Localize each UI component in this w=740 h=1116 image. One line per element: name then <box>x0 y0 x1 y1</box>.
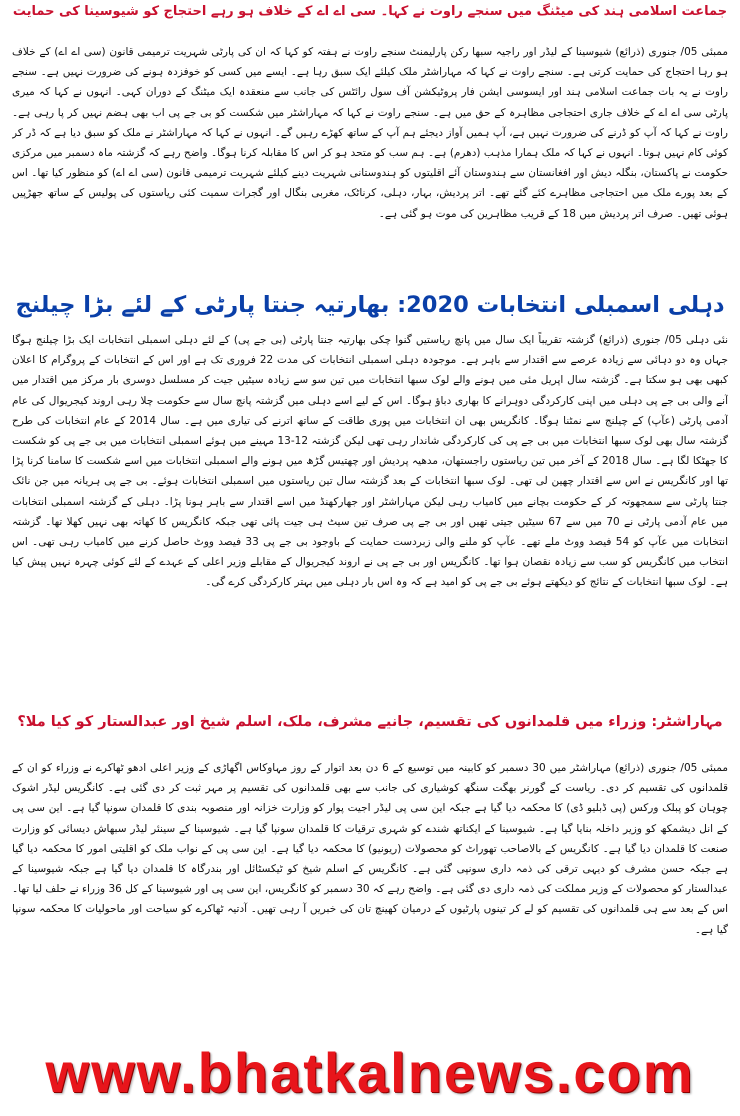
article-delhi-elections-body: نئی دہلی 05/ جنوری (ذرائع) گزشتہ تقریباً ایک سال میں پانچ ریاستیں گنوا چکی بھارتیہ جنتا پارٹی (بی جے پی) کے لئے دہلی اسمبلی انتخابات ایک بڑا چیلنج ہوگا جہاں وہ دو دہائی سے زیادہ عرصے سے اقتدار سے باہر ہے۔ موجودہ دہلی اسمبلی انتخابات کی مدت 22 فروری تک ہے اور اس کے انتخابات کے پروگرام کا اعلان کبھی بھی ہو سکتا ہے۔ گزشتہ سال اپریل مئی میں ہونے والے لوک سبھا انتخابات میں تین سو سے زیادہ سیٹیں جیت کر مسلسل دوسری بار مرکز میں اقتدار میں آنے والی بی جے پی دہلی میں اپنی کارکردگی دوہرانے کا بھاری دباؤ ہوگا۔ اس کے لیے اسے دہلی میں گزشتہ پانچ سال سے حکومت چلا رہی اروند کیجریوال کی عام آدمی پارٹی (عآپ) کے چیلنج سے نمٹنا ہوگا۔ کانگریس بھی ان انتخابات میں پوری طاقت کے ساتھ اترنے کی تیاری میں ہے۔ سال 2014 کے عام انتخابات کی طرح گزشتہ سال بھی لوک سبھا انتخابات میں بی جے پی کی کارکردگی شاندار رہی تھی لیکن گزشتہ 12-13 مہینے میں ہوئے اسمبلی انتخابات میں بی جے پی کو شکست کا جھٹکا لگا ہے۔ سال 2018 کے آخر میں تین ریاستوں راجستھان، مدھیہ پردیش اور چھتیس گڑھ میں ہونے والے اسمبلی انتخابات میں اسے شکست کا سامنا کرنا پڑا تھا اور کانگریس نے اس سے اقتدار چھین لی تھی۔ لوک سبھا انتخابات کے بعد گزشتہ سال تین ریاستوں میں اسمبلی انتخابات ہوئے۔ بی جے پی ہریانہ میں جن نائک جنتا پارٹی سے سمجھوتہ کر کے حکومت بچانے میں کامیاب رہی لیکن مہاراشٹر اور جھارکھنڈ میں اسے اقتدار سے باہر ہونا پڑا۔ دہلی کے گزشتہ اسمبلی انتخابات میں عام آدمی پارٹی نے 70 میں سے 67 سیٹیں جیتی تھیں اور بی جے پی صرف تین سیٹ ہی جیت پائی تھی جبکہ کانگریس کا کھاتہ بھی نہیں کھلا تھا۔ گزشتہ انتخابات میں عآپ کو 54 فیصد ووٹ ملے تھے۔ عآپ کو ملنے والی زبردست حمایت کے باوجود بی جے پی 33 فیصد ووٹ حاصل کرنے میں کامیاب رہی تھی۔ اس انتخاب میں کانگریس کو سب سے زیادہ نقصان ہوا تھا۔ کانگریس اور بی جے پی نے اروند کیجریوال کے مقابلے وزیر اعلی کے عہدے کے لئے کوئی چہرہ نہیں پیش کیا ہے۔ لوک سبھا انتخابات کے نتائج کو دیکھتے ہوئے بی جے پی کو امید ہے کہ وہ اس بار دہلی میں بہتر کارکردگی کرے گی۔ <box>12 334 728 589</box>
headline-delhi-elections: دہلی اسمبلی انتخابات 2020: بھارتیہ جنتا پارٹی کے لئے بڑا چیلنج <box>15 292 725 318</box>
headline-shivsena-caa: جماعت اسلامی ہند کی میٹنگ میں سنجے راوت نے کہا۔ سی اے اے کے خلاف ہو رہے احتجاج کو شیوسینا کی حمایت <box>12 4 728 19</box>
article-maharashtra-portfolios-body: ممبئی 05/ جنوری (ذرائع) مہاراشٹر میں 30 دسمبر کو کابینہ میں توسیع کے 6 دن بعد اتوار کے روز مہاوکاس اگھاڑی کے وزیر اعلی ادھو ٹھاکرے نے وزراء کو ان کے قلمدانوں کی تقسیم کر دی۔ ریاست کے گورنر بھگت سنگھ کوشیاری کی جانب سے بھی قلمدانوں کی تقسیم پر مہر ثبت کر دی گئی ہے۔ کانگریس لیڈر اشوک چوہان کو پبلک ورکس (پی ڈبلیو ڈی) کا محکمہ دیا گیا ہے جبکہ این سی پی لیڈر اجیت پوار کو وزارت خزانہ اور منصوبہ بندی کا قلمدان سونپا گیا ہے۔ این سی پی کے انل دیشمکھ کو وزیر داخلہ بنایا گیا ہے۔ شیوسینا کے ایکناتھ شندے کو شہری ترقیات کا قلمدان سونپا گیا ہے۔ شیوسینا کے سینئر لیڈر سبھاش دیسائی کو وزارت صنعت کا قلمدان دیا گیا ہے۔ کانگریس کے بالاصاحب تھوراٹ کو محصولات (ریونیو) کا محکمہ دیا گیا ہے۔ این سی پی کے نواب ملک کو اقلیتی امور کا محکمہ دیا گیا ہے جبکہ حسن مشرف کو دیہی ترقی کی ذمہ داری سونپی گئی ہے۔ کانگریس کے اسلم شیخ کو ٹیکسٹائل اور بندرگاہ کا قلمدان دیا گیا ہے جبکہ شیوسینا کے عبدالستار کو محصولات کے وزیر مملکت کی ذمہ داری دی گئی ہے۔ واضح رہے کہ 30 دسمبر کو کانگریس، این سی پی اور شیوسینا کے کل 36 وزراء نے حلف لیا تھا۔ اس کے بعد سے ہی قلمدانوں کی تقسیم کو لے کر تینوں پارٹیوں کے درمیان کھینچ تان کی خبریں آ رہی تھیں۔ آدتیہ ٹھاکرے کو سیاحت اور ماحولیات کا محکمہ سونپا گیا ہے۔ <box>12 762 728 936</box>
headline-maharashtra-portfolios: مہاراشٹر: وزراء میں قلمدانوں کی تقسیم، جانیے مشرف، ملک، اسلم شیخ اور عبدالستار کو کیا ملا؟ <box>17 714 723 730</box>
site-watermark[interactable]: www.bhatkalnews.com <box>45 1041 695 1104</box>
article-shivsena-caa-body: ممبئی 05/ جنوری (ذرائع) شیوسینا کے لیڈر اور راجیہ سبھا رکن پارلیمنٹ سنجے راوت نے ہفتہ کو کہا کہ ان کی پارٹی شہریت ترمیمی قانون (سی اے اے) کے خلاف ہو رہا احتجاج کی حمایت کرتی ہے۔ سنجے راوت نے کہا کہ مہاراشٹر ملک کیلئے ایک سبق رہا ہے۔ ایسے میں کسی کو خوفزدہ ہونے کی ضرورت نہیں ہے۔ سنجے راوت نے یہ بات جماعت اسلامی ہند اور ایسوسی ایشن فار پروٹیکشن آف سول رائٹس کی جانب سے منعقدہ ایک میٹنگ کے دوران کہی۔ انہوں نے کہا کہ میری پارٹی سی اے اے کے خلاف جاری احتجاجی مظاہرہ کے حق میں ہے۔ سنجے راوت نے کہا کہ مہاراشٹر میں شکست کو بی جے پی اب بھی ہضم نہیں کر پا رہی ہے۔ راوت نے کہا کہ آپ کو ڈرنے کی ضرورت نہیں ہے، آپ ہمیں آواز دیجئے ہم آپ کے ساتھ کھڑے رہیں گے۔ انہوں نے کہا کہ مہاراشٹر نے ملک کو سبق دیا ہے کہ ڈر کر کوئی کام نہیں ہوتا۔ انہوں نے کہا کہ ملک ہمارا مذہب (دھرم) ہے۔ ہم سب کو متحد ہو کر اس کا مقابلہ کرنا ہوگا۔ واضح رہے کہ گزشتہ ماہ دسمبر میں مرکزی حکومت نے پاکستان، بنگلہ دیش اور افغانستان سے ہندوستان آئے اقلیتوں کو ہندوستانی شہریت دینے کیلئے شہریت ترمیمی قانون (سی اے اے) کو منظور کیا تھا۔ اس کے بعد پورے ملک میں احتجاجی مظاہرے کئے گئے تھے۔ اتر پردیش، بہار، دہلی، کرناٹک، مغربی بنگال اور گجرات سمیت کئی ریاستوں کی پولیس کے ساتھ جھڑپیں ہوئی تھیں۔ صرف اتر پردیش میں 18 کے قریب مظاہرین کی موت ہو گئی ہے۔ <box>12 46 728 220</box>
